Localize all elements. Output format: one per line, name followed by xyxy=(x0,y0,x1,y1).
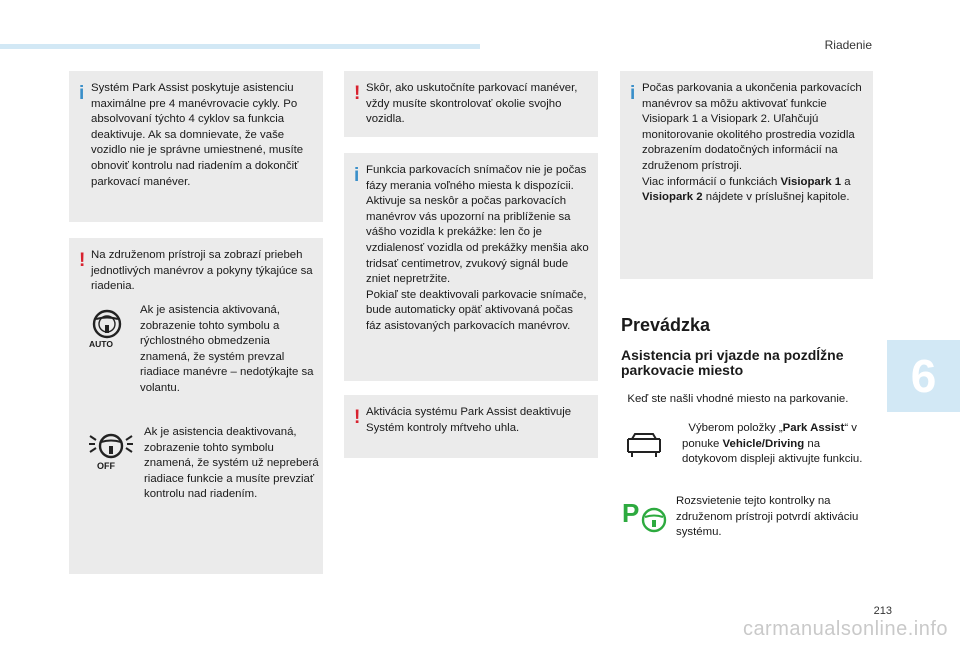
warning-icon: ! xyxy=(354,83,361,104)
park-assist-indicator-icon xyxy=(640,506,668,534)
step-activate-text xyxy=(682,421,872,468)
indicator-row xyxy=(622,494,876,554)
watermark: carmanualsonline.info xyxy=(742,618,948,640)
visiopark1-label: Visiopark 1 xyxy=(780,175,842,188)
auto-symbol-row xyxy=(87,306,317,416)
sensors-text: Funkcia parkovacích snímačov nie je počas fázy merania voľného miesta k dispozícii. Aktivuje sa neskôr a počas parkovacích manévrov vás upozorní na priblíženie sa vášho vozidla k prekážke: len čo je vzdialenosť vozidla od prekážky menšia ako tridsať centimetrov, zvukový signál bude zniet nepretržite. xyxy=(366,164,589,286)
visiopark-text: Počas parkovania a ukončenia parkovacích manévrov sa môžu aktivovať funkcie Visiopark 1 a Visiopark 2. Uľahčujú monitorovanie okolitého prostredia vozidla zobrazením dodatočných informácií na združenom prístroji. xyxy=(642,82,862,172)
info-box-sensors xyxy=(344,153,598,381)
warning-text: Na združenom prístroji sa zobrazí priebeh jednotlivých manévrov a pokyny týkajúce sa riadenia. xyxy=(91,249,313,293)
sensors-text-2: Pokiaľ ste deaktivovali parkovacie snímače, bude automaticky opäť aktivovaná počas fáz asistovaných parkovacích manévrov. xyxy=(366,288,587,332)
section-heading: Prevádzka xyxy=(621,315,711,335)
off-label: OFF xyxy=(97,461,115,471)
info-box-visiopark xyxy=(620,71,873,279)
info-box-cycles xyxy=(69,71,323,222)
park-assist-label: Park Assist xyxy=(782,422,845,434)
more-info-suffix: nájdete v príslušnej kapitole. xyxy=(702,191,850,204)
subsection-heading: Asistencia pri vjazde na pozdĺžne parkovacie miesto xyxy=(621,347,844,378)
warning-icon: ! xyxy=(79,250,86,271)
step2-prefix: Výberom položky „ xyxy=(688,422,783,434)
off-description: Ak je asistencia deaktivovaná, zobrazenie tohto symbolu znamená, že systém už nepreberá riadiace funkcie a musíte prevziať kontrolu nad riadením. xyxy=(144,426,319,501)
step2-suffix: na dotykovom displeji aktivujte funkciu. xyxy=(682,437,863,466)
warning-text: Aktivácia systému Park Assist deaktivuje Systém kontroly mŕtveho uhla. xyxy=(366,406,572,434)
indicator-text: Rozsvietenie tejto kontrolky na združenom prístroji potvrdí aktiváciu systému. xyxy=(676,495,859,539)
warning-box-display xyxy=(69,238,323,574)
info-text xyxy=(642,81,865,206)
auto-description: Ak je asistencia aktivovaná, zobrazenie tohto symbolu a rýchlostného obmedzenia znamená, že systém prevzal riadiace manévre – nedotýkajte sa volantu. xyxy=(140,304,314,394)
warning-box-blind-spot xyxy=(344,395,598,458)
info-icon: i xyxy=(79,83,85,104)
step-find-space-text: Keď ste našli vhodné miesto na parkovanie. xyxy=(627,393,849,405)
step-activate-row xyxy=(626,424,876,494)
info-icon: i xyxy=(630,83,636,104)
warning-box-surroundings xyxy=(344,71,598,137)
info-text: Systém Park Assist poskytuje asistenciu maximálne pre 4 manévrovacie cykly. Po absolvovaní týchto 4 cyklov sa funkcia deaktivuje. Ak sa domnievate, že vaše vozidlo nie je správne umiestnené, musíte obnoviť kontrolu nad riadením a dokončiť parkovací manéver. xyxy=(91,82,304,188)
step2-mid: “ v ponuke xyxy=(682,422,857,450)
warning-text: Skôr, ako uskutočníte parkovací manéver, vždy musíte skontrolovať okolie svojho vozidla. xyxy=(366,82,578,126)
info-text xyxy=(366,163,590,335)
car-parking-icon xyxy=(626,430,662,458)
off-symbol-row xyxy=(87,428,317,538)
more-info-prefix: Viac informácií o funkciách xyxy=(642,175,781,188)
step-find-space xyxy=(621,392,881,408)
page-number: 213 xyxy=(873,605,892,617)
chapter-tab: 6 xyxy=(887,340,960,412)
section-title: Riadenie xyxy=(824,38,872,52)
vehicle-driving-label: Vehicle/Driving xyxy=(722,437,805,450)
info-icon: i xyxy=(354,165,360,186)
auto-label: AUTO xyxy=(89,339,113,349)
park-p-icon: P xyxy=(622,498,640,528)
visiopark2-label: Visiopark 2 xyxy=(642,191,703,204)
header-accent-bar xyxy=(0,44,480,49)
warning-icon: ! xyxy=(354,407,361,428)
more-info-mid: a xyxy=(841,175,851,188)
